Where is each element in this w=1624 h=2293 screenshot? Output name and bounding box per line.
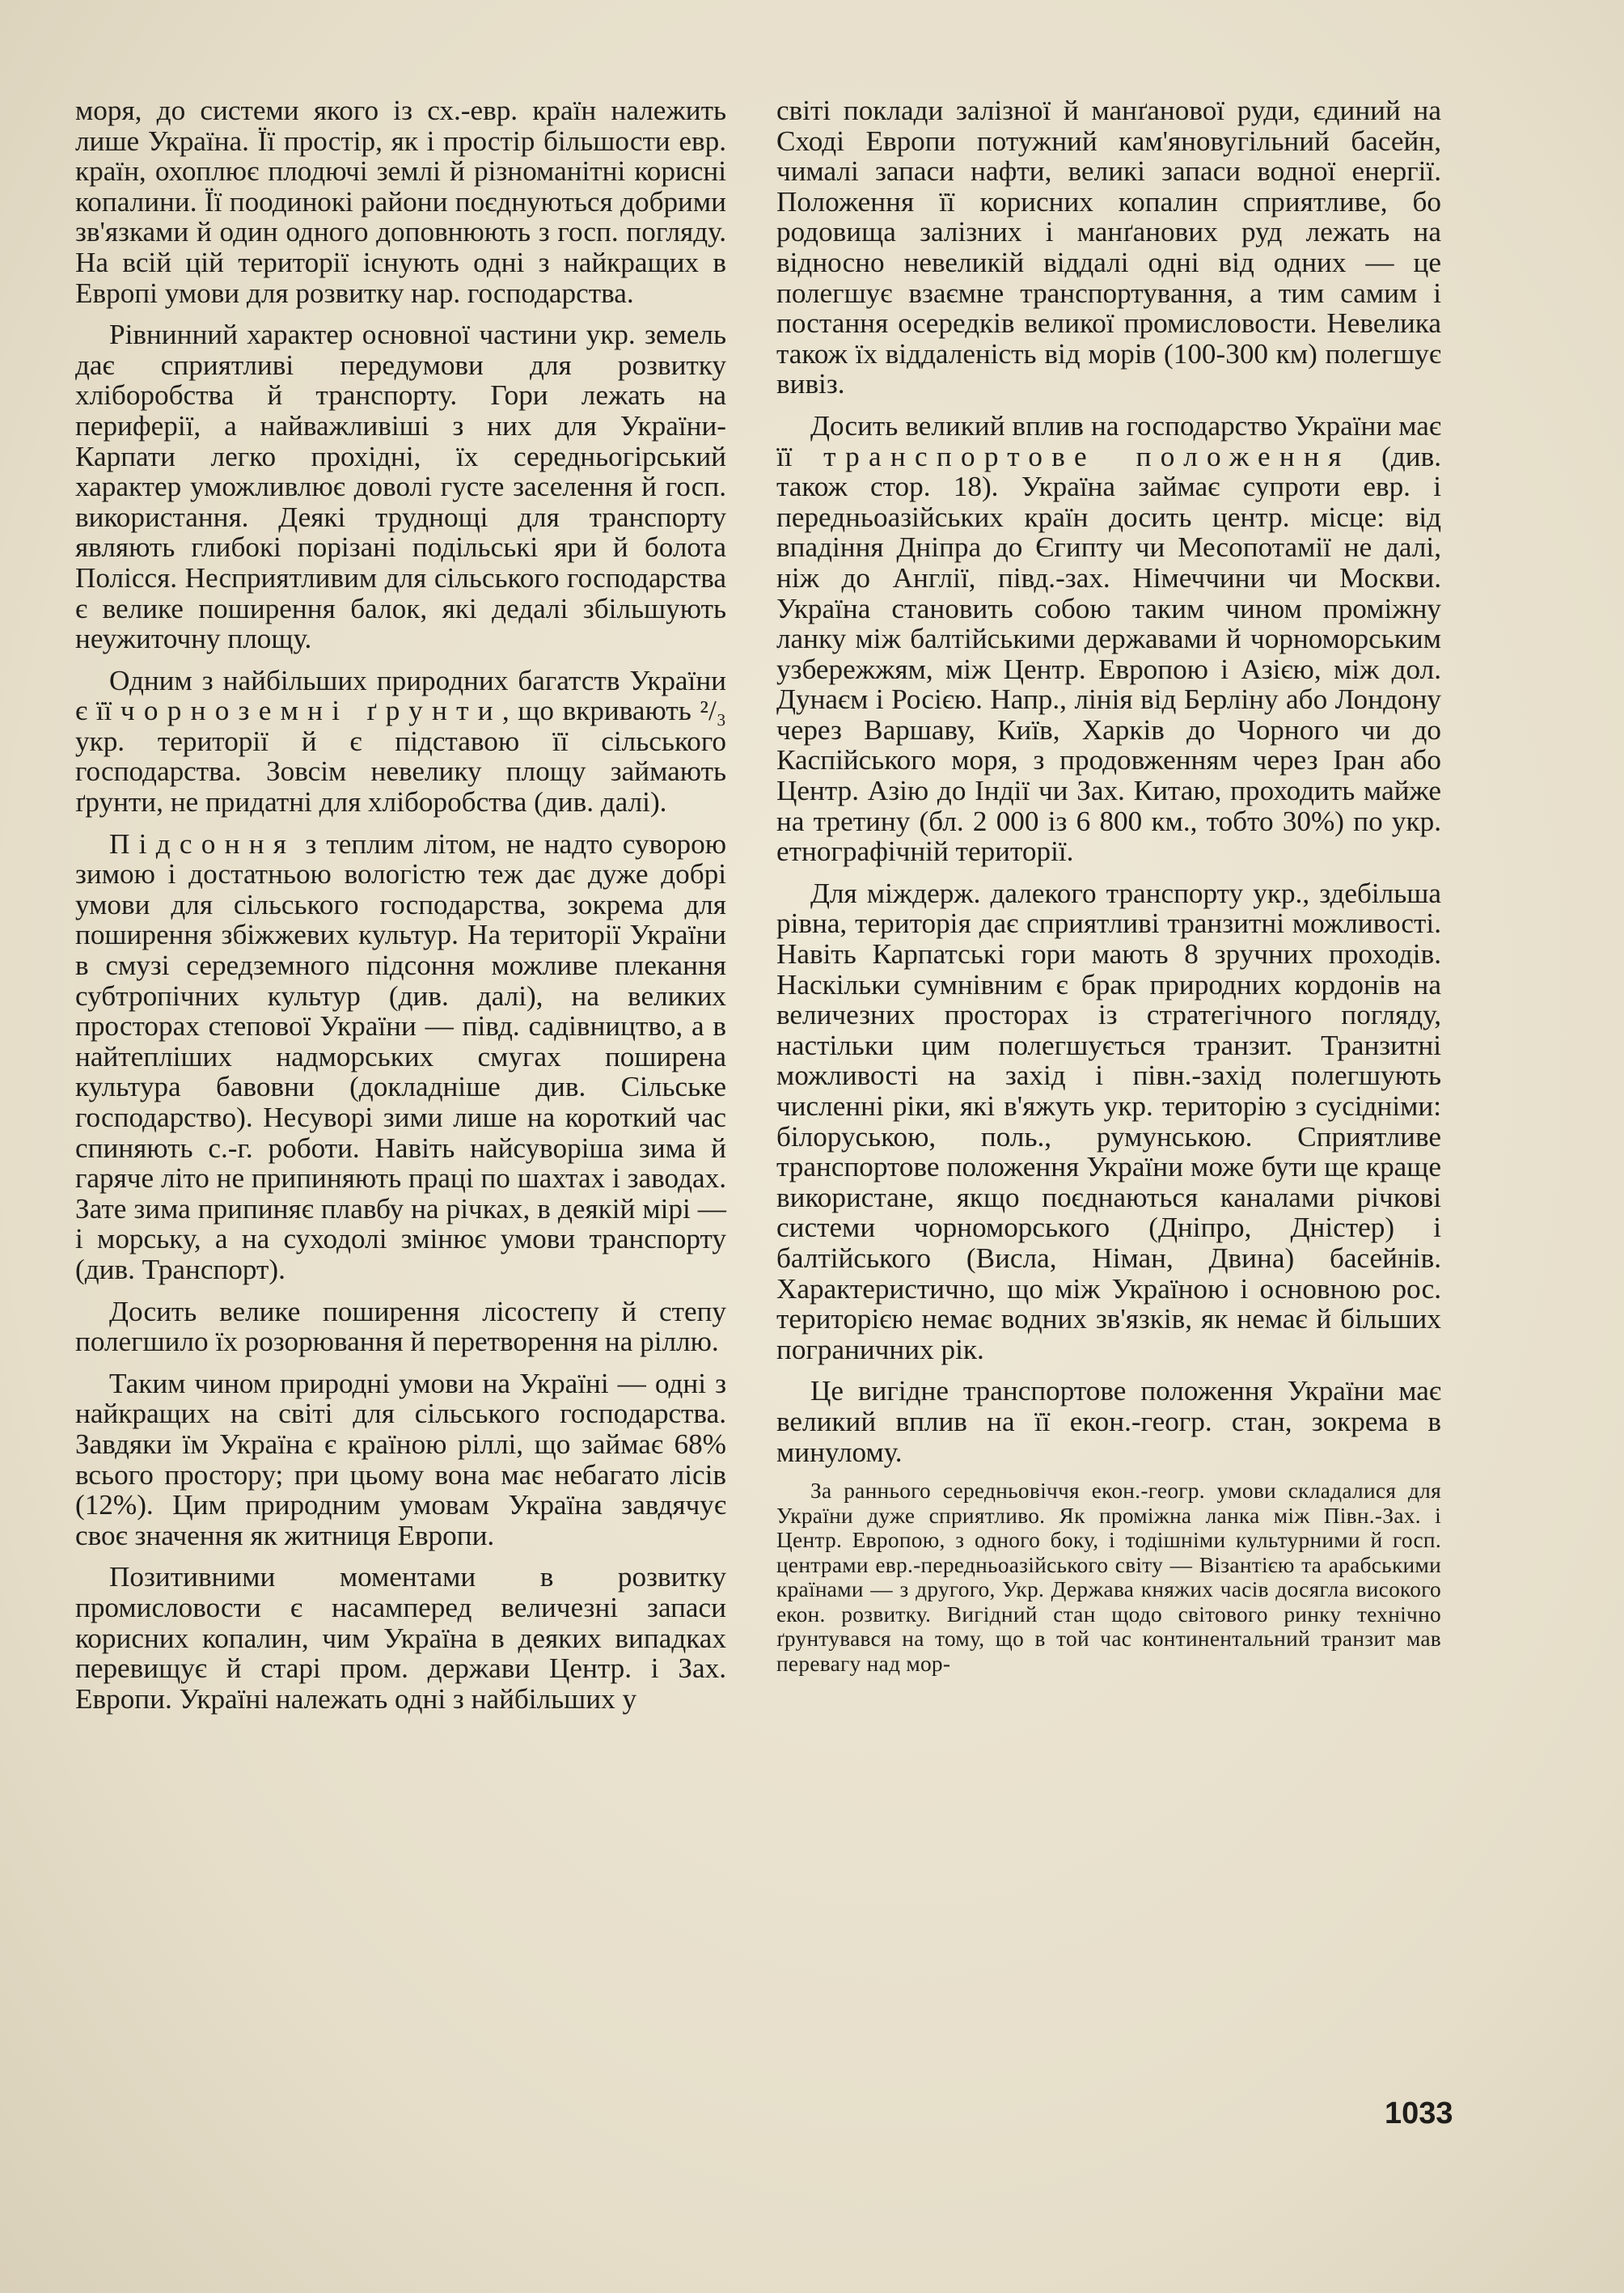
paragraph-text: Досить великий вплив на господарство України має її: [776, 409, 1441, 472]
emphasized-term: чорноземні ґрунти: [120, 695, 502, 727]
paragraph: Досить велике поширення лісостепу й степу полегшило їх розорювання й перетворення на ріллю.: [75, 1295, 726, 1358]
paragraph: Для міждерж. далекого транспорту укр., здебільша рівна, територія дає сприятливі транзитні можливості. Навіть Карпатські гори мають 8 зручних проходів. Наскільки сумнівним є брак природних кордонів на величезних просторах із стратегічного погляду, настільки цим полегшується транзит. Транзитні можливості на захід і півн.-захід полегшують численні ріки, які в'яжуть укр. територію з сусідніми: білоруською, поль., румунською. Сприятливе транспортове положення України може бути ще краще використане, якщо поєднаються каналами річкові системи чорноморського (Дніпро, Дністер) і балтійського (Висла, Німан, Двина) басейнів. Характеристично, що між Україною і основною рос. територією немає водних зв'язків, як немає й більших пограничних рік.: [776, 877, 1441, 1365]
page-number: 1033: [1385, 2096, 1453, 2130]
small-print-paragraph: За раннього середньовіччя екон.-геогр. умови складалися для України дуже сприятливо. Як проміжна ланка між Півн.-Зах. і Центр. Европою, з одного боку, і тодішніми культурними й госп. центрами евр.-передньоазійського світу — Візантією та арабськими країнами — з другого, Укр. Держава княжих часів досягла високого екон. розвитку. Вигідний стан щодо світового ринку технічно ґрунтувався на тому, що в той час континентальний транзит мав перевагу над мор-: [776, 1479, 1441, 1676]
paragraph: світі поклади залізної й манґанової руди, єдиний на Сході Европи потужний кам'яновугільний басейн, чималі запаси нафти, великі запаси водної енергії. Положення її корисних копалин сприятливе, бо родовища залізних і манґанових руд лежать на відносно невеликій віддалі одні від одних — це полегшує взаємне транспортування, а тим самим і постання осередків великої промисловости. Невелика також їх віддаленість від морів (100-300 км) полегшує вивіз.: [776, 95, 1441, 400]
left-column: [75, 95, 726, 1714]
paragraph: [75, 829, 726, 1285]
right-column: [776, 95, 1441, 1676]
paragraph-text: (див. також стор. 18). Україна займає супроти евр. і передньоазійських країн досить центр. місце: від впадіння Дніпра до Єгипту чи Месопотамії не далі, ніж до Англії, півд.-зах. Німеччини чи Москви. Україна становить собою таким чином проміжну ланку між балтійськими державами й чорноморським узбережжям, між Центр. Европою і Азією, між дол. Дунаєм і Росією. Напр., лінія від Берліну або Лондону через Варшаву, Київ, Харків до Чорного чи до Каспійського моря, з продовженням через Іран або Центр. Азію до Індії чи Зах. Китаю, проходить майже на третину (бл. 2 000 із 6 800 км., тобто 30%) по укр. етнографічній території.: [776, 440, 1441, 868]
emphasized-term: Підсоння: [109, 827, 296, 860]
paragraph: Це вигідне транспортове положення України має великий вплив на її екон.-геогр. стан, зокрема в минулому.: [776, 1375, 1441, 1468]
paragraph: моря, до системи якого із сх.-евр. країн належить лише Україна. Її простір, як і простір більшости евр. країн, охоплює плодючі землі й різноманітні корисні копалини. Її поодинокі райони поєднуються добрими зв'язками й один одного доповнюють з госп. погляду. На всій цій території існують одні з найкращих в Европі умови для розвитку нар. господарства.: [75, 95, 726, 309]
paragraph: Рівнинний характер основної частини укр. земель дає сприятливі передумови для розвитку хліборобства й транспорту. Гори лежать на периферії, а найважливіші з них для України-Карпати легко прохідні, їх середньогірський характер уможливлює доволі густе заселення й госп. використання. Деякі труднощі для транспорту являють глибокі порізані подільські яри й болота Полісся. Несприятливим для сільського господарства є велике поширення балок, які дедалі збільшують неужиточну площу.: [75, 319, 726, 655]
paragraph: Позитивними моментами в розвитку промисловости є насамперед величезні запаси корисних копалин, чим Україна в деяких випадках перевищує й старі пром. держави Центр. і Зах. Европи. Україні належать одні з найбільших у: [75, 1561, 726, 1715]
paragraph-text: , що вкривають ²/₃ укр. території й є підставою її сільського господарства. Зовсім невелику площу займають ґрунти, не придатні для хліборобства (див. далі).: [75, 695, 726, 819]
paragraph: [776, 411, 1441, 867]
paragraph-text: з теплим літом, не надто суворою зимою і достатньою вологістю теж дає дуже добрі умови для сільського господарства, зокрема для поширення збіжжевих культур. На території України в смузі середземного підсоння можливе плекання субтропічних культур (див. далі), на великих просторах степової України — півд. садівництво, а в найтепліших надморських смугах поширена культура бавовни (докладніше див. Сільське господарство). Несуворі зими лише на короткий час спиняють с.-г. роботи. Навіть найсуворіша зима й гаряче літо не припиняють праці по шахтах і заводах. Зате зима припиняє плавбу на річках, в деякій мірі — і морську, а на суходолі змінює умови транспорту (див. Транспорт).: [75, 827, 726, 1285]
paragraph-text: Одним з найбільших природних багатств України є її: [75, 664, 726, 727]
paragraph: Таким чином природні умови на Україні — одні з найкращих на світі для сільського господарства. Завдяки їм Україна є країною ріллі, що займає 68% всього простору; при цьому вона має небагато лісів (12%). Цим природним умовам Україна завдячує своє значення як житниця Европи.: [75, 1367, 726, 1551]
emphasized-term: транспортове положення: [823, 440, 1351, 472]
paragraph: [75, 666, 726, 818]
